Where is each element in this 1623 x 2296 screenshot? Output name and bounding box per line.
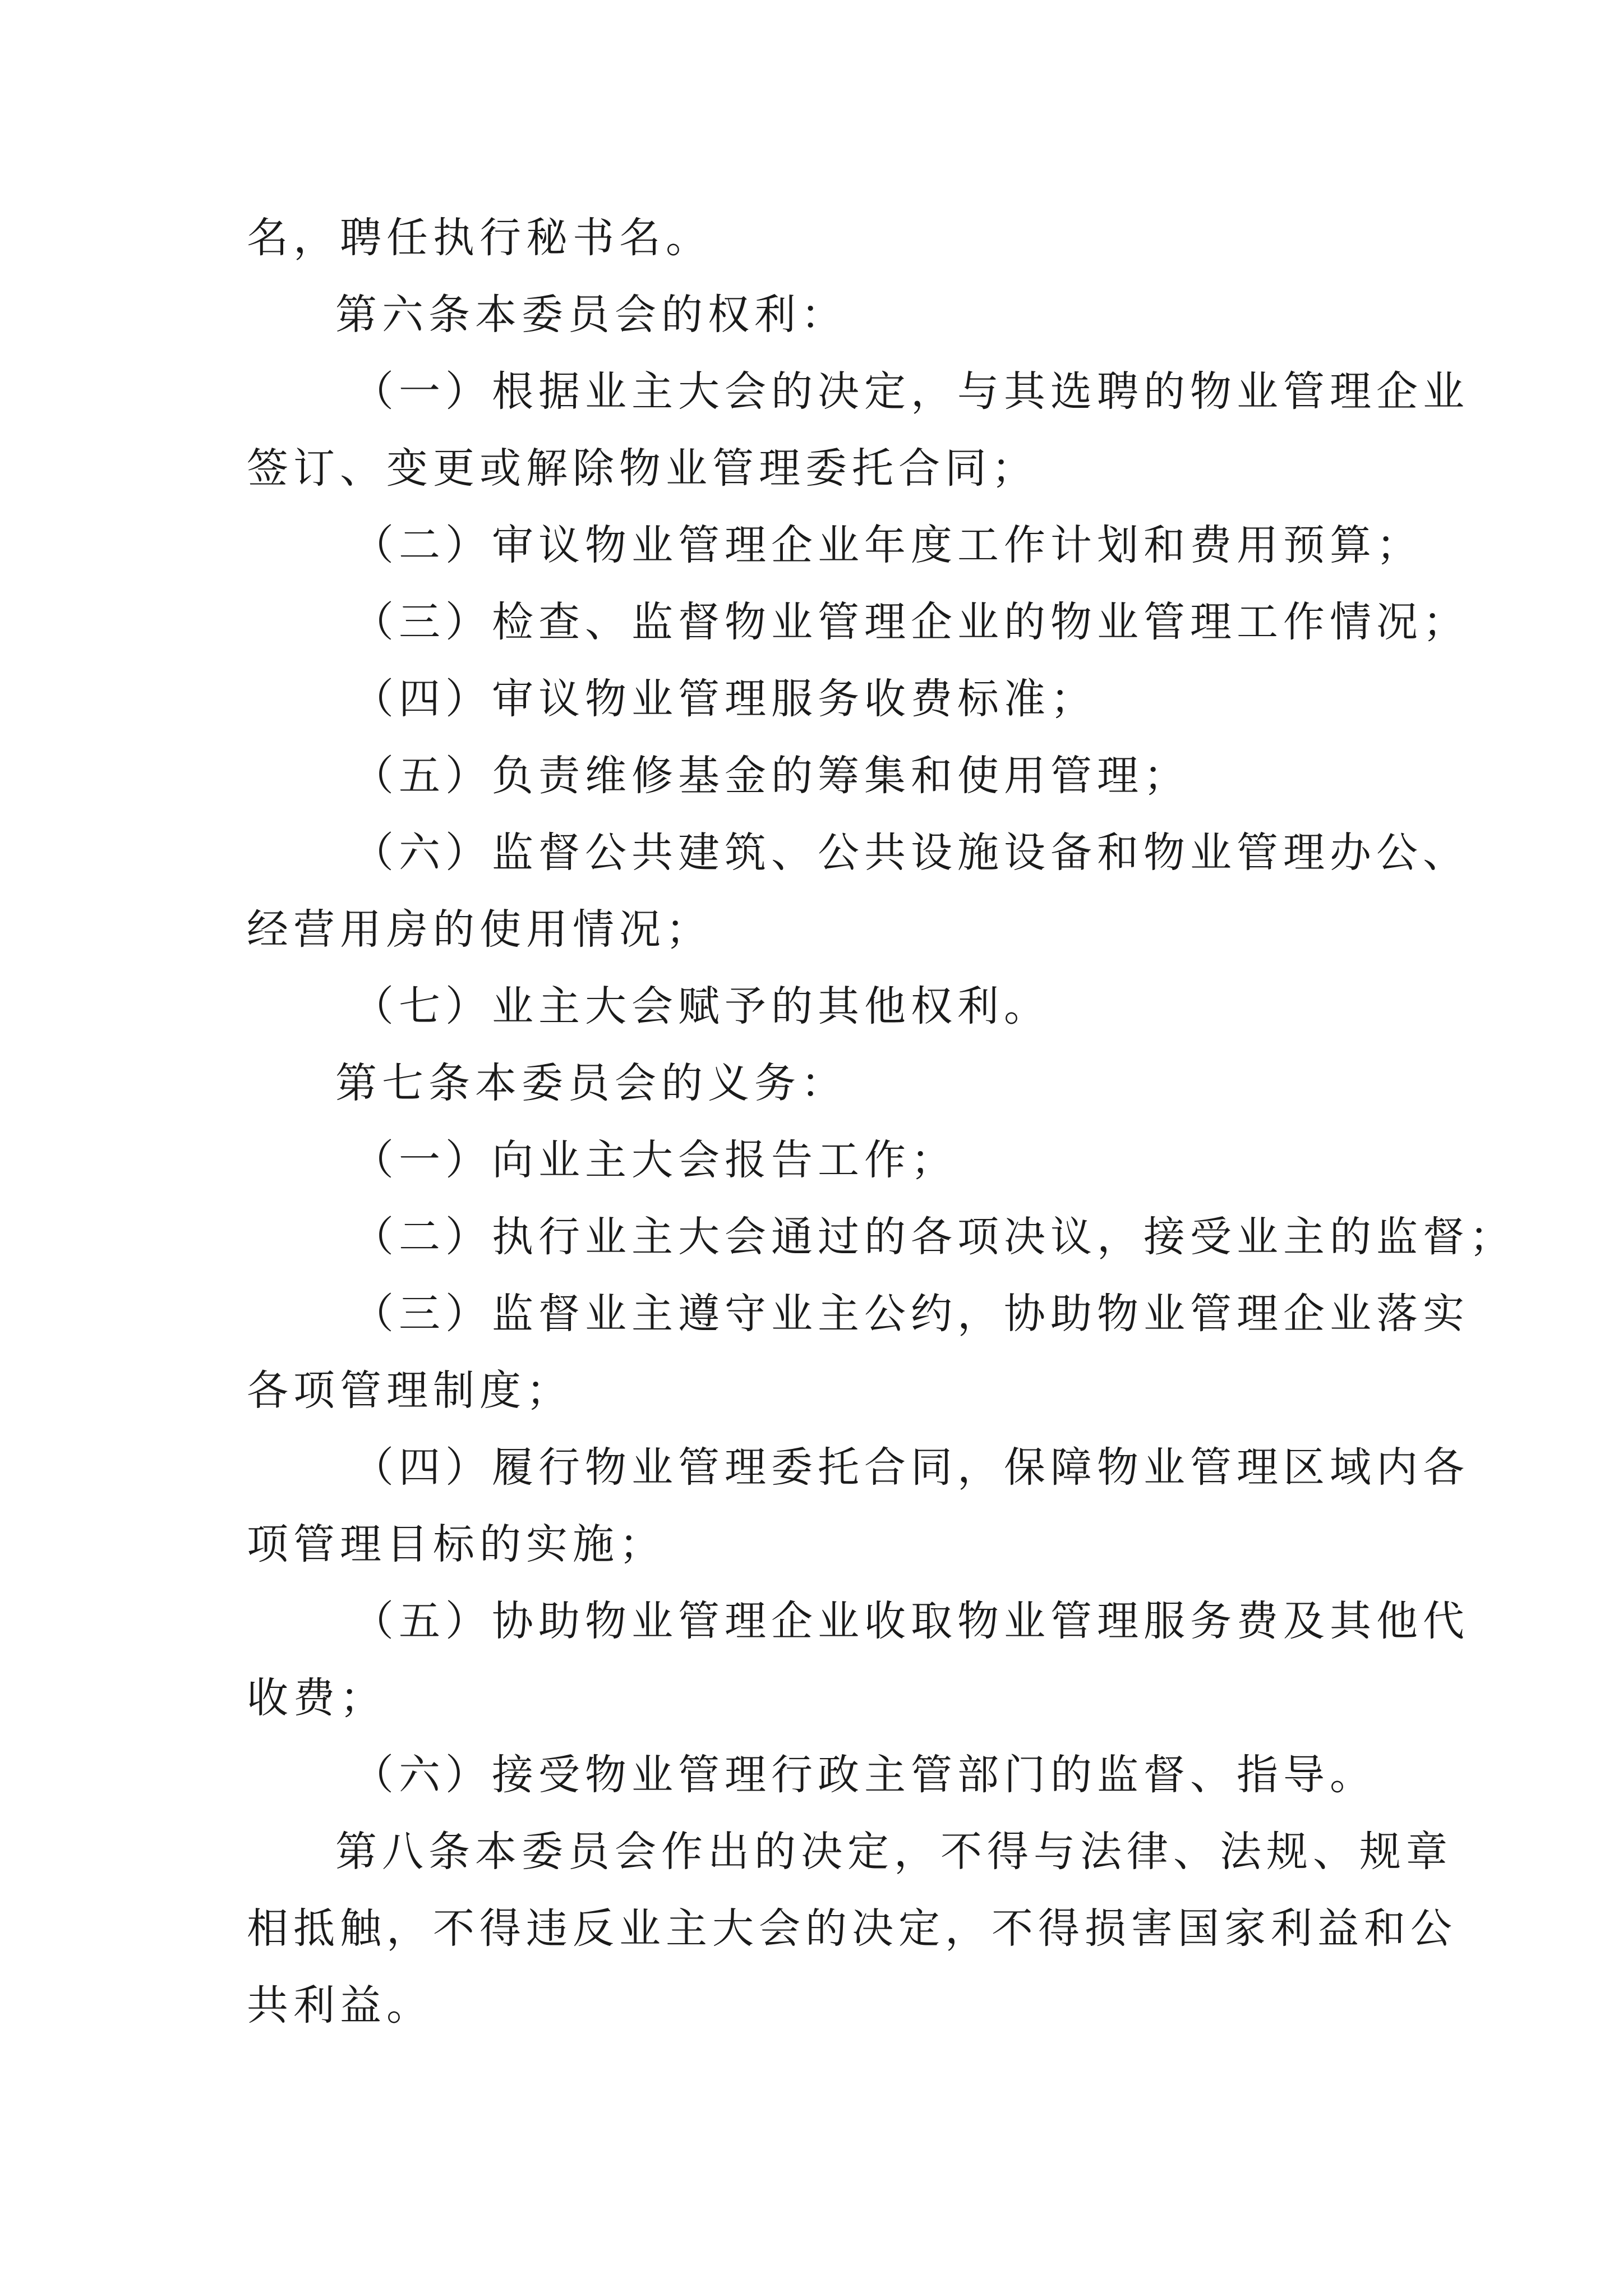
text-line: 名，聘任执行秘书名。 — [247, 214, 712, 262]
text-line: 收费； — [247, 1674, 386, 1722]
list-item: （三）监督业主遵守业主公约，协助物业管理企业落实 — [352, 1290, 1469, 1338]
article-heading: 第七条本委员会的义务： — [335, 1059, 847, 1107]
list-item: （六）监督公共建筑、公共设施设备和物业管理办公、 — [352, 829, 1469, 877]
list-item: （六）接受物业管理行政主管部门的监督、指导。 — [352, 1751, 1376, 1799]
text-line: 各项管理制度； — [247, 1366, 573, 1415]
article-heading: 第八条本委员会作出的决定，不得与法律、法规、规章 — [335, 1828, 1453, 1876]
list-item: （五）负责维修基金的筹集和使用管理； — [352, 752, 1190, 800]
article-heading: 第六条本委员会的权利： — [335, 291, 847, 339]
text-line: 项管理目标的实施； — [247, 1520, 666, 1568]
text-line: 经营用房的使用情况； — [247, 905, 712, 954]
text-line: 签订、变更或解除物业管理委托合同； — [247, 444, 1038, 493]
list-item: （四）审议物业管理服务收费标准； — [352, 675, 1097, 723]
text-line: 共利益。 — [247, 1981, 433, 2030]
list-item: （一）向业主大会报告工作； — [352, 1136, 957, 1184]
text-line: 相抵触，不得违反业主大会的决定，不得损害国家利益和公 — [247, 1904, 1457, 1953]
document-body — [247, 200, 1516, 2044]
list-item: （三）检查、监督物业管理企业的物业管理工作情况； — [352, 598, 1469, 646]
list-item: （四）履行物业管理委托合同，保障物业管理区域内各 — [352, 1443, 1469, 1492]
list-item: （五）协助物业管理企业收取物业管理服务费及其他代 — [352, 1597, 1469, 1645]
list-item: （二）审议物业管理企业年度工作计划和费用预算； — [352, 521, 1423, 569]
list-item: （二）执行业主大会通过的各项决议，接受业主的监督； — [352, 1213, 1516, 1261]
list-item: （一）根据业主大会的决定，与其选聘的物业管理企业 — [352, 367, 1469, 416]
list-item: （七）业主大会赋予的其他权利。 — [352, 982, 1050, 1030]
